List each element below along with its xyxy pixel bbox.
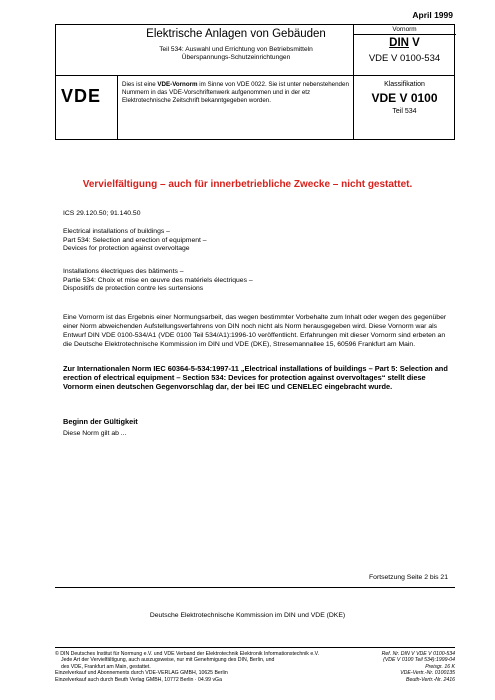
vornorm-label: Vornorm xyxy=(392,26,417,33)
reference-block xyxy=(345,651,455,683)
document-title: Elektrische Anlagen von Gebäuden xyxy=(146,28,326,40)
vde-logo-icon xyxy=(60,85,114,105)
french-title-block xyxy=(63,268,253,294)
klassifikation-teil: Teil 534 xyxy=(392,108,417,115)
copyright-line-5: Einzelverkauf auch durch Beuth Verlag GMBH, 10772 Berlin · 04.99 vGa xyxy=(55,676,222,683)
vornorm-divider xyxy=(353,34,456,35)
english-line-2: Part 534: Selection and erection of equipment – xyxy=(63,236,207,244)
document-subtitle-1: Teil 534: Auswahl und Errichtung von Betriebsmitteln xyxy=(159,46,313,53)
document-header xyxy=(55,24,455,140)
publication-date: April 1999 xyxy=(412,10,453,20)
english-line-1: Electrical installations of buildings – xyxy=(63,228,170,235)
vornorm-explanation: Eine Vornorm ist das Ergebnis einer Normungsarbeit, das wegen bestimmter Vorbehalte zum Inhalt oder wegen des gegenüber einer Norm abweichenden Aufstellungsverfahrens von DIN noch nicht als Norm herausgegeben wird. Diese Vornorm war als Entwurf DIN VDE 0100-534/A1 (VDE 0100 Teil 534/A1):1996-10 veröffentlicht. Erfahrungen mit dieser Vornorm sind erbeten an die Deutsche Elektrotechnische Kommission im DIN und VDE (DKE), Stresemannallee 15, 60596 Frankfurt am Main. xyxy=(63,314,447,348)
reference-line-3: Preisgr. 16 K xyxy=(425,663,455,670)
copyright-line-4: Einzelverkauf und Abonnements durch VDE-VERLAG GMBH, 10625 Berlin xyxy=(55,670,228,677)
french-line-2: Partie 534: Choix et mise en œuvre des matériels électriques – xyxy=(63,276,253,284)
vde-number: VDE V 0100-534 xyxy=(368,53,441,64)
reference-line-1: Ref. Nr. DIN V VDE V 0100-534 xyxy=(381,651,455,657)
din-mark: DIN xyxy=(389,37,409,49)
klassifikation-label: Klassifikation xyxy=(384,81,425,88)
din-v-designation xyxy=(354,37,455,49)
reference-line-5: Beuth-Vertr.-Nr. 2416 xyxy=(405,676,455,683)
ics-codes: ICS 29.120.50; 91.140.50 xyxy=(63,210,141,217)
bottom-divider xyxy=(55,647,455,648)
reference-line-4: VDE-Vertr.-Nr. 0100135 xyxy=(400,670,455,677)
info-bold: VDE-Vornorm xyxy=(157,81,198,88)
copyright-block xyxy=(55,651,365,683)
reference-line-2: (VDE V 0100 Teil 534):1999-04 xyxy=(383,657,455,664)
header-divider xyxy=(56,75,454,76)
info-post: im Sinne von VDE 0022. Sie ist unter nebenstehenden Nummern in das VDE-Vorschriftenwerk aufgenommen und in der etz Elektrotechnische Zeitschrift bekanntgegeben worden. xyxy=(122,81,349,104)
validity-text: Diese Norm gilt ab ... xyxy=(63,430,127,437)
french-line-1: Installations électriques des bâtiments – xyxy=(63,268,184,275)
iec-reference-paragraph: Zur Internationalen Norm IEC 60364-5-534:1997-11 „Electrical installations of buildings – Part 5: Selection and erection of electrical equipment – Section 534: Devices for protection against overvoltages“ stellt diese Vornorm einen deutschen Gegenvorschlag dar, der bei IEC und CENELEC eingebracht wurde. xyxy=(63,364,448,392)
copyright-line-1: © DIN Deutsches Institut für Normung e.V. und VDE Verband der Elektrotechnik Elektronik Informationstechnik e.V. xyxy=(55,651,320,657)
vde-logo-text: VDE xyxy=(61,86,102,105)
footer-divider xyxy=(55,587,455,588)
copyright-line-2: Jede Art der Vervielfältigung, auch auszugsweise, nur mit Genehmigung des DIN, Berlin, und xyxy=(61,657,275,664)
french-line-3: Dispositifs de protection contre les surtensions xyxy=(63,285,204,293)
document-subtitle-2: Überspannungs-Schutzeinrichtungen xyxy=(181,54,291,61)
vornorm-info-text xyxy=(122,81,350,105)
header-logo-divider xyxy=(117,75,118,139)
copyright-line-3: des VDE, Frankfurt am Main, gestattet. xyxy=(61,663,151,670)
copy-warning: Vervielfältigung – auch für innerbetriebliche Zwecke – nicht gestattet. xyxy=(82,179,413,190)
dke-line: Deutsche Elektrotechnische Kommission im DIN und VDE (DKE) xyxy=(149,612,346,619)
english-title-block xyxy=(63,228,207,254)
continuation-note: Fortsetzung Seite 2 bis 21 xyxy=(369,574,448,581)
klassifikation-number: VDE V 0100 xyxy=(371,91,438,105)
english-line-3: Devices for protection against overvoltage xyxy=(63,245,190,253)
info-pre: Dies ist eine xyxy=(122,81,158,88)
validity-heading: Beginn der Gültigkeit xyxy=(63,417,138,426)
v-mark: V xyxy=(408,37,420,49)
vde-logo xyxy=(60,85,114,105)
